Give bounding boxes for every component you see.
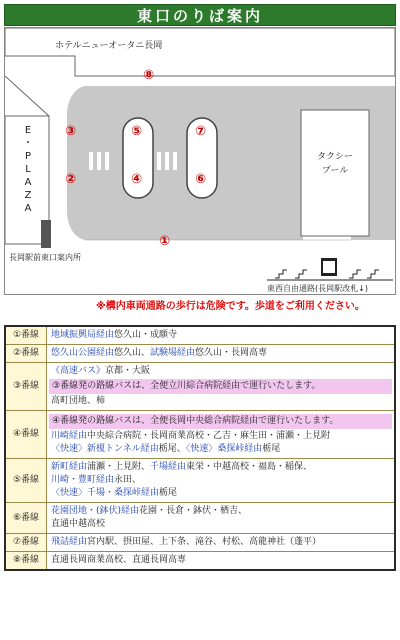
route-row	[6, 503, 394, 534]
hotel-label: ホテルニューオータニ長岡	[55, 41, 163, 51]
route-line	[51, 365, 390, 378]
safety-warning: ※構内車両通路の歩行は危険です。歩道をご利用ください。	[96, 301, 365, 312]
route-via-link: 川崎・豊町経由	[51, 475, 115, 485]
route-via-link: 悠久山公園経由	[51, 348, 115, 358]
route-description	[47, 345, 394, 362]
route-destination: 悠久山、	[114, 348, 151, 358]
route-via-link: 試験場経由	[150, 348, 196, 358]
route-line	[51, 347, 390, 360]
route-via-link: 地域振興局経由	[51, 330, 115, 340]
route-via-link: 〈快速〉千場・桑探峠経由	[51, 488, 160, 498]
road-top-strip	[85, 86, 395, 94]
stop-1-marker: ①	[159, 234, 171, 249]
route-line	[51, 461, 390, 474]
route-row	[6, 411, 394, 459]
page-title: 東口のりば案内	[4, 4, 396, 26]
route-description	[47, 411, 394, 458]
route-line	[51, 443, 390, 456]
route-destination: 京都・大阪	[105, 366, 151, 376]
route-line	[51, 430, 390, 443]
stairs-icon	[275, 270, 307, 278]
stop-6-marker: ⑥	[195, 172, 207, 187]
route-description	[47, 459, 394, 502]
route-via-link: 飛詰経由	[51, 537, 88, 547]
stop-8-marker: ⑧	[143, 68, 155, 83]
route-destination: 浦瀬・上見附、	[87, 462, 151, 472]
route-destination: 悠久山・長岡高専	[195, 348, 268, 358]
route-destination: 東栄・中越高校・福島・稲保、	[186, 462, 313, 472]
route-description	[47, 534, 394, 551]
info-center-label: 長岡駅前東口案内所	[9, 253, 81, 262]
platform-number: ①番線	[6, 327, 47, 344]
platform-number: ③番線	[6, 363, 47, 410]
platform-number: ⑧番線	[6, 552, 47, 569]
route-line	[51, 536, 390, 549]
platform-number: ⑥番線	[6, 503, 47, 533]
hotel-building	[5, 28, 395, 76]
stop-3-marker: ③	[65, 124, 77, 139]
platform-number: ②番線	[6, 345, 47, 362]
route-description	[47, 363, 394, 410]
route-via-link: 〈快速〉桑探峠経由	[185, 444, 263, 454]
crosswalk-right	[157, 152, 177, 170]
route-row	[6, 345, 394, 363]
route-description	[47, 327, 394, 344]
route-destination: 永田、	[114, 475, 142, 485]
stop-4-marker: ④	[131, 172, 143, 187]
route-destination: 中央綜合病院・長岡商業高校・乙吉・麻生田・浦瀬・上見附	[87, 431, 331, 441]
route-row	[6, 552, 394, 569]
route-line	[51, 505, 390, 518]
route-line	[51, 474, 390, 487]
route-destination: 宮内駅、摂田屋、上下条、滝谷、村松、高龍神社（蓬平）	[87, 537, 322, 547]
stop-2-marker: ②	[65, 172, 77, 187]
platform-number: ⑦番線	[6, 534, 47, 551]
route-destination: 高町団地、柿	[51, 396, 106, 406]
route-destination: 花園・長倉・鉢伏・栖吉、	[139, 506, 248, 516]
route-row	[6, 534, 394, 552]
route-note: ③番線発の路線バスは、全便立川綜合病院経由で運行いたします。	[49, 379, 392, 394]
route-row	[6, 459, 394, 503]
route-destination: 直通中越高校	[51, 519, 106, 529]
route-destination: 栃尾、	[158, 444, 186, 454]
route-via-link: 〈快速〉新榎トンネル経由	[51, 444, 159, 454]
passage-label: 東西自由通路(長岡駅改札↓)	[267, 284, 368, 293]
route-line	[51, 518, 390, 531]
route-description	[47, 552, 394, 569]
route-line	[51, 554, 390, 567]
route-line	[51, 395, 390, 408]
bus-stop-map	[4, 27, 396, 295]
route-via-link: 花園団地・(鉢伏)経由	[51, 506, 140, 516]
route-destination: 直通長岡商業高校、直通長岡高専	[51, 555, 187, 565]
route-row	[6, 327, 394, 345]
route-via-link: 《高速バス》	[51, 366, 106, 376]
platform-number: ④番線	[6, 411, 47, 458]
route-note: ④番線発の路線バスは、全便長岡中央総合病院経由で運行いたします。	[49, 414, 392, 429]
route-destination: 悠久山・成願寺	[114, 330, 178, 340]
crosswalk-left	[89, 152, 109, 170]
route-via-link: 川崎経由	[51, 431, 88, 441]
route-description	[47, 503, 394, 533]
escalator-icon	[349, 270, 379, 278]
route-via-link: 千場経由	[150, 462, 187, 472]
route-line	[51, 379, 390, 394]
walkway-line	[5, 76, 49, 116]
info-center-pillar	[41, 220, 51, 248]
route-line	[51, 414, 390, 429]
taxi-pool-label: タクシー プール	[316, 152, 353, 176]
eplaza-label: E ・ P L A Z A	[23, 125, 33, 214]
route-via-link: 新町経由	[51, 462, 88, 472]
stop-5-marker: ⑤	[131, 124, 143, 139]
route-destination: 栃尾	[159, 488, 178, 498]
route-line	[51, 487, 390, 500]
route-destination: 栃尾	[262, 444, 281, 454]
stop-7-marker: ⑦	[195, 124, 207, 139]
route-line	[51, 329, 390, 342]
platform-number: ⑤番線	[6, 459, 47, 502]
route-row	[6, 363, 394, 411]
elevator-icon	[321, 258, 337, 276]
route-table	[4, 325, 396, 571]
